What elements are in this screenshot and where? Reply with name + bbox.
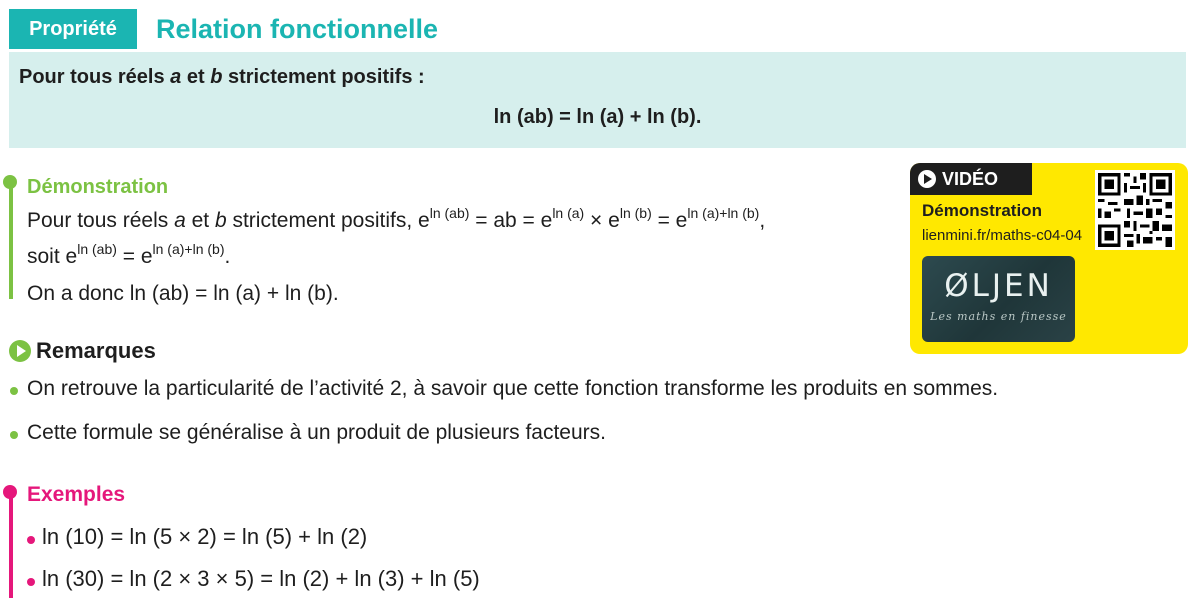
remarks-title: Remarques: [36, 338, 156, 363]
video-tag: [910, 163, 1032, 195]
statement-text: strictement positifs :: [222, 66, 425, 88]
video-logo: ØLJEN: [944, 268, 1053, 304]
var-a: a: [170, 66, 182, 88]
statement-text: Pour tous réels: [19, 66, 171, 88]
video-label: Démonstration: [922, 201, 1042, 220]
remarks-play-icon: [9, 340, 31, 362]
demonstration-line-2: [27, 241, 231, 270]
exponent: ln (ab): [77, 241, 117, 257]
qr-code-icon[interactable]: [1095, 170, 1175, 250]
math-text: × e: [584, 209, 620, 232]
demo-text: et: [185, 209, 215, 232]
demo-text: Pour tous réels: [27, 209, 175, 232]
exponent: ln (ab): [429, 205, 470, 221]
property-formula: ln (ab) = ln (a) + ln (b).: [493, 106, 702, 128]
math-text: = ab = e: [469, 209, 553, 232]
math-text: = e: [651, 209, 688, 232]
demonstration-title: Démonstration: [27, 176, 169, 198]
exponent: ln (a)+ln (b): [687, 205, 760, 221]
video-card[interactable]: [910, 163, 1188, 354]
demo-text: strictement positifs,: [226, 209, 419, 232]
exponent: ln (b): [619, 205, 652, 221]
demonstration-line-1: [27, 205, 766, 234]
demonstration-bar: [9, 182, 13, 299]
bullet-icon: [27, 536, 35, 544]
example-item: ln (30) = ln (2 × 3 × 5) = ln (2) + ln (3) + ln (5): [42, 566, 480, 591]
example-item: ln (10) = ln (5 × 2) = ln (5) + ln (2): [42, 524, 368, 549]
statement-text: et: [181, 66, 211, 88]
math-text: e: [418, 209, 430, 232]
demonstration-line-3: On a donc ln (ab) = ln (a) + ln (b).: [27, 282, 339, 305]
property-title: Relation fonctionnelle: [156, 14, 439, 44]
exponent: ln (a)+ln (b): [152, 241, 225, 257]
property-box: [9, 52, 1186, 148]
bullet-icon: [10, 387, 18, 395]
video-link[interactable]: lienmini.fr/maths-c04-04: [922, 227, 1083, 244]
demonstration-dot: [3, 175, 17, 189]
property-statement: [19, 66, 425, 89]
video-logo-subtitle: Les maths en finesse: [930, 310, 1067, 323]
exponent: ln (a): [552, 205, 585, 221]
video-tag-label: VIDÉO: [942, 169, 999, 189]
math-text: soit e: [27, 245, 78, 268]
video-thumbnail[interactable]: [922, 256, 1075, 342]
var-a: a: [174, 209, 186, 232]
play-icon: [918, 170, 936, 188]
var-b: b: [210, 66, 223, 88]
examples-dot: [3, 485, 17, 499]
math-text: ,: [759, 209, 766, 232]
bullet-icon: [10, 431, 18, 439]
var-b: b: [214, 209, 227, 232]
bullet-icon: [27, 578, 35, 586]
remark-item: Cette formule se généralise à un produit de plusieurs facteurs.: [27, 421, 606, 444]
math-text: .: [224, 245, 231, 268]
math-text: = e: [116, 245, 153, 268]
remark-item: On retrouve la particularité de l’activité 2, à savoir que cette fonction transforme les produits en sommes.: [27, 377, 999, 400]
property-tag: Propriété: [9, 9, 137, 49]
examples-title: Exemples: [27, 483, 126, 506]
examples-bar: [9, 494, 13, 598]
